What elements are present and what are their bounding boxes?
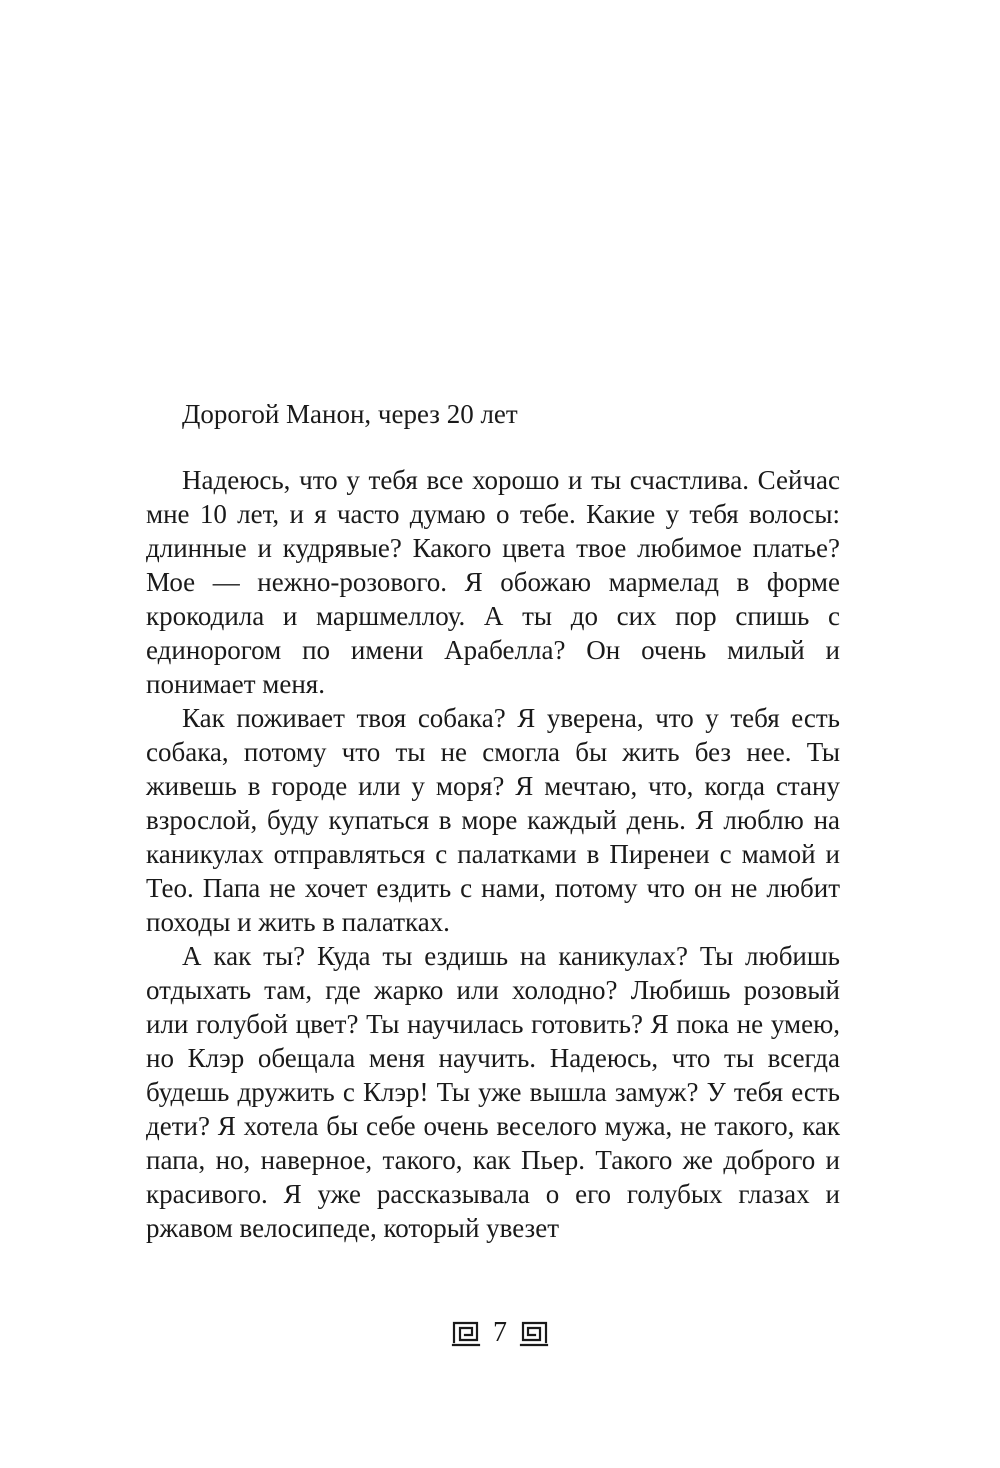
greek-key-left-icon	[451, 1319, 481, 1347]
letter-salutation: Дорогой Манон, через 20 лет	[182, 399, 518, 429]
paragraph-3: А как ты? Куда ты ездишь на каникулах? Ты любишь отдыхать там, где жарко или холодно? Любишь розовый или голубой цвет? Ты научилась готовить? Я пока не умею, но Клэр обещала меня научить. Надеюсь, что ты всегда будешь дружить с Клэр! Ты уже вышла замуж? У тебя есть дети? Я хотела бы себе очень веселого мужа, не такого, как папа, но, наверное, такого, как Пьер. Такого же доброго и красивого. Я уже рассказывала о его голубых глазах и ржавом велосипеде, который увезет	[146, 941, 840, 1243]
paragraph-2: Как поживает твоя собака? Я уверена, что у тебя есть собака, потому что ты не смогла бы жить без нее. Ты живешь в городе или у моря? Я мечтаю, что, когда стану взрослой, буду купаться в море каждый день. Я люблю на каникулах отправляться с палатками в Пиренеи с мамой и Тео. Папа не хочет ездить с нами, потому что он не любит походы и жить в палатках.	[146, 703, 840, 937]
page-number: 7	[493, 1317, 507, 1348]
page-footer	[0, 1313, 1000, 1353]
greek-key-right-icon	[519, 1319, 549, 1347]
paragraph-1: Надеюсь, что у тебя все хорошо и ты счастлива. Сейчас мне 10 лет, и я часто думаю о тебе. Какие у тебя волосы: длинные и кудрявые? Какого цвета твое любимое платье? Мое — нежно-розового. Я обожаю мармелад в форме крокодила и маршмеллоу. А ты до сих пор спишь с единорогом по имени Арабелла? Он очень милый и понимает меня.	[146, 465, 840, 699]
spacer	[146, 431, 840, 463]
letter-text	[146, 397, 840, 1245]
